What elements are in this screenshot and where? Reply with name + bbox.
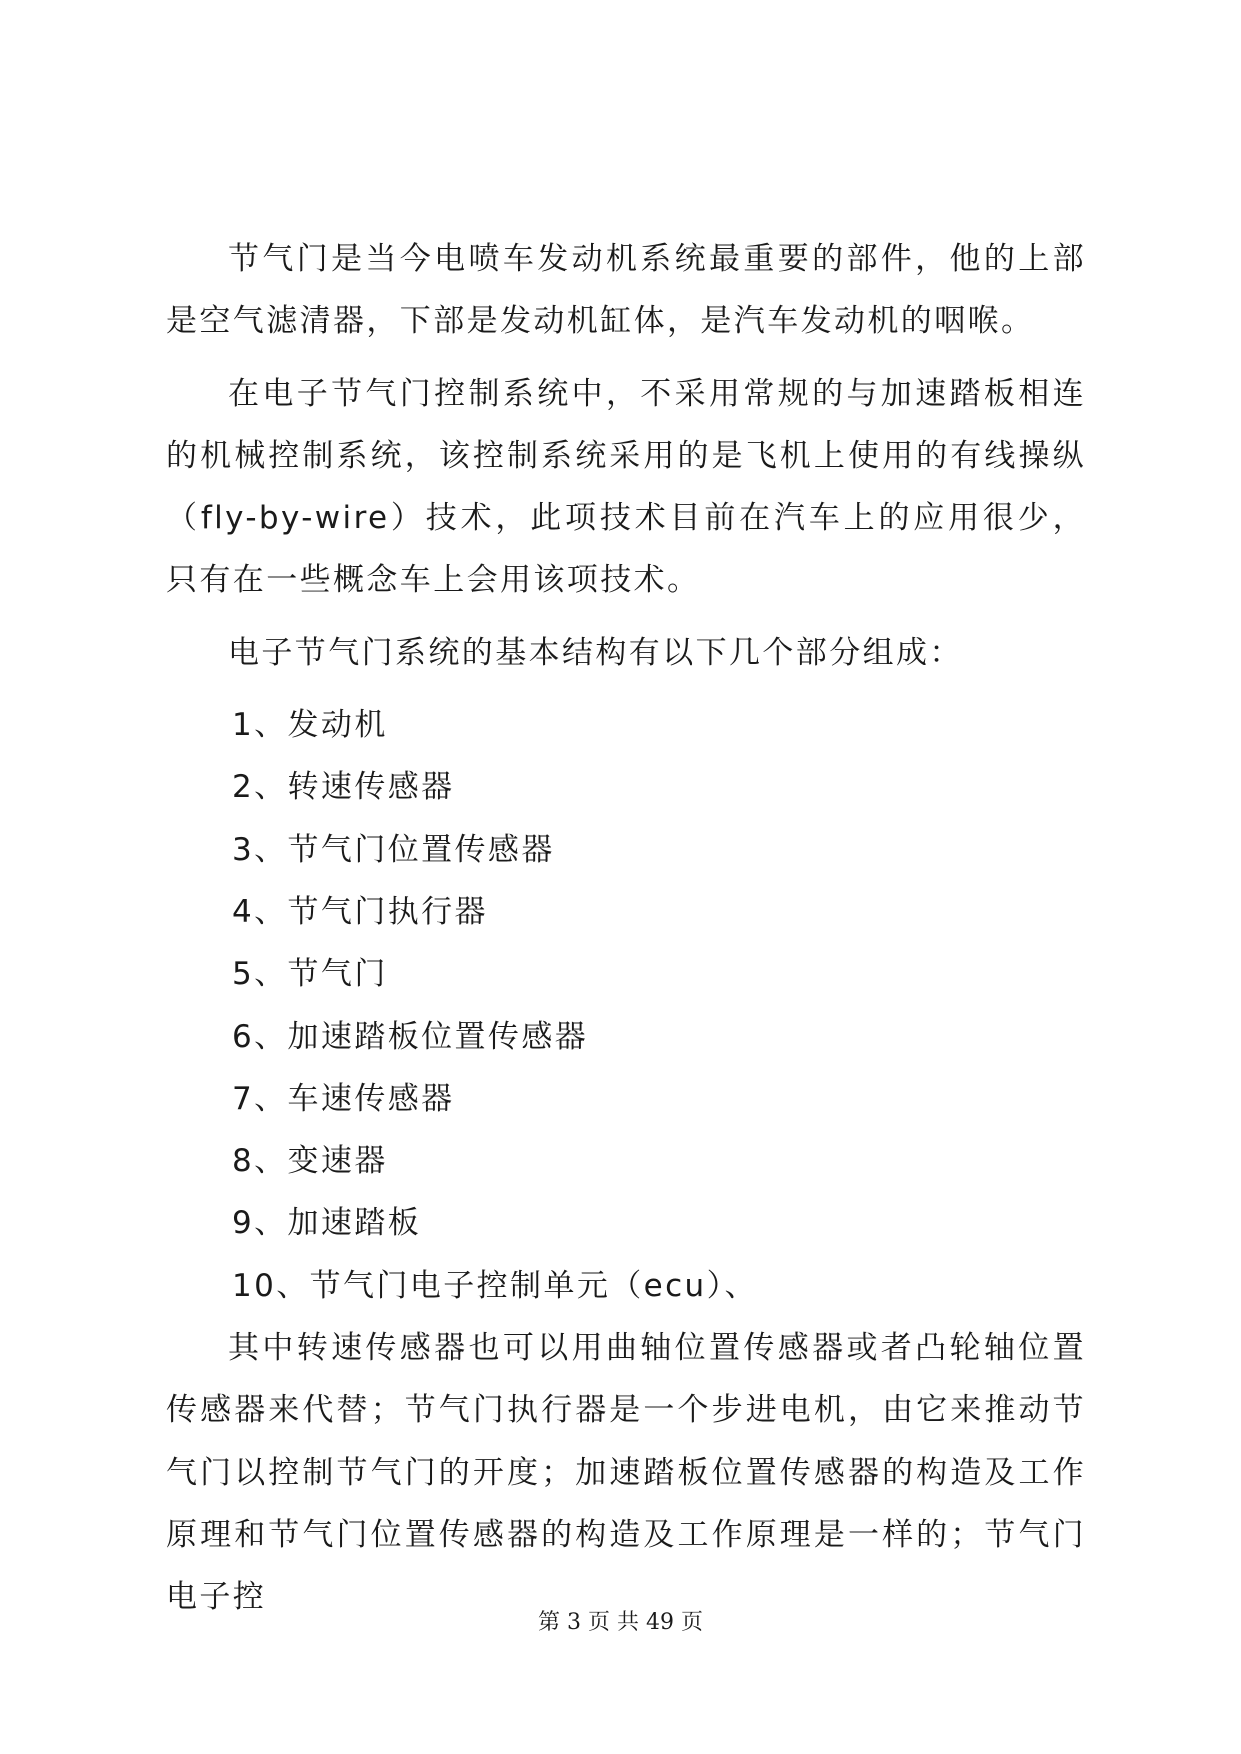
list-item: 2、转速传感器 [232,769,455,806]
paragraph-structure-heading: 电子节气门系统的基本结构有以下几个部分组成： [228,634,963,671]
list-item: 9、加速踏板 [232,1205,422,1242]
list-item: 6、加速踏板位置传感器 [232,1018,589,1055]
page-footer: 第 3 页 共 49 页 [538,1610,703,1635]
document-body [166,228,1086,1639]
list-item: 1、发动机 [232,707,388,744]
paragraph-components-detail: 其中转速传感器也可以用曲轴位置传感器或者凸轮轴位置传感器来代替；节气门执行器是一个步进电机，由它来推动节气门以控制节气门的开度；加速踏板位置传感器的构造及工作原理和节气门位置传感器的构造及工作原理是一样的；节气门电子控 [166,1330,1086,1616]
paragraph-throttle-intro: 节气门是当今电喷车发动机系统最重要的部件，他的上部是空气滤清器，下部是发动机缸体，是汽车发动机的咽喉。 [166,241,1086,340]
list-item: 8、变速器 [232,1143,388,1180]
component-list [166,694,1086,1317]
list-item: 3、节气门位置传感器 [232,831,555,868]
list-item: 10、节气门电子控制单元（ecu）、 [232,1267,758,1304]
list-item: 5、节气门 [232,956,388,993]
paragraph-fly-by-wire: 在电子节气门控制系统中，不采用常规的与加速踏板相连的机械控制系统，该控制系统采用的是飞机上使用的有线操纵（fly-by-wire）技术，此项技术目前在汽车上的应用很少，只有在一些概念车上会用该项技术。 [166,375,1086,599]
list-item: 7、车速传感器 [232,1080,455,1117]
list-item: 4、节气门执行器 [232,893,488,930]
